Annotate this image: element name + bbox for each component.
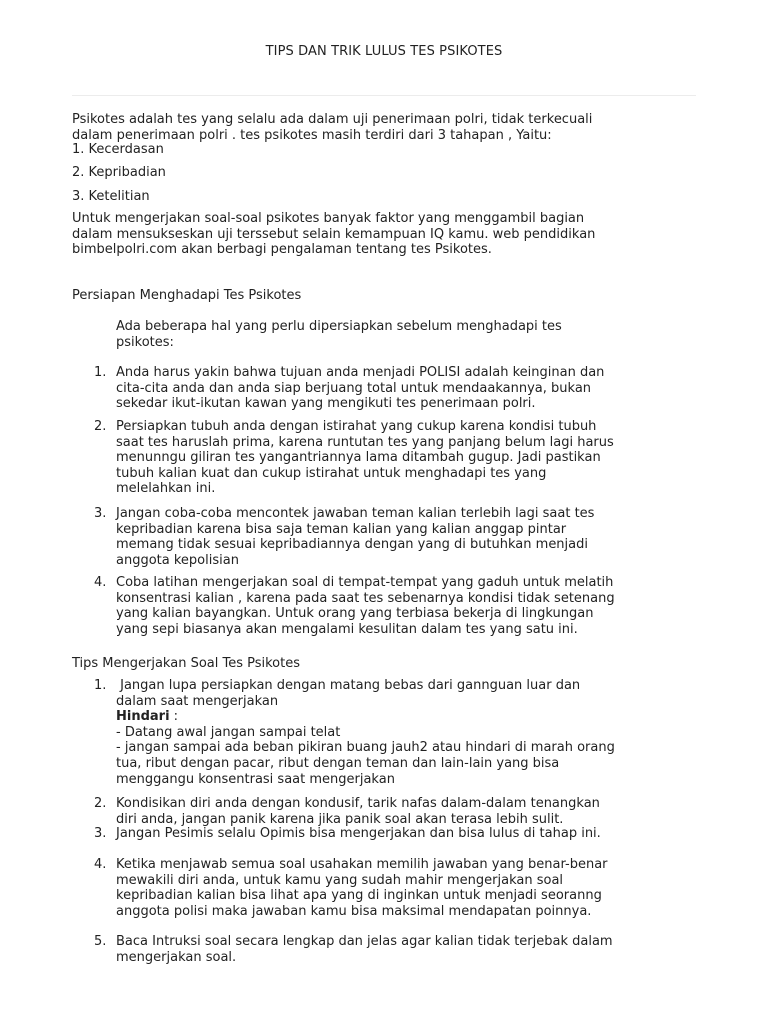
intro-line: Psikotes adalah tes yang selalu ada dalam uji penerimaan polri, tidak terkecuali (72, 112, 593, 127)
list-line: anggota kepolisian (116, 552, 239, 568)
section-lead (116, 319, 716, 350)
list-number: 3. (94, 826, 107, 841)
intro-line: Untuk mengerjakan soal-soal psikotes banyak faktor yang menggambil bagian (72, 211, 585, 226)
section-heading-tips: Tips Mengerjakan Soal Tes Psikotes (72, 656, 301, 671)
list-line: diri anda, jangan panik karena jika panik soal akan terasa lebih sulit. (116, 811, 564, 827)
list-number: 4. (94, 575, 107, 590)
intro-line: dalam penerimaan polri . tes psikotes masih terdiri dari 3 tahapan , Yaitu: (72, 127, 552, 143)
stage-item: 2. Kepribadian (72, 165, 166, 180)
lead-line: psikotes: (116, 334, 174, 350)
list-line: cita-cita anda dan anda siap berjuang total untuk mendaakannya, bukan (116, 380, 592, 396)
list-line: Persiapkan tubuh anda dengan istirahat yang cukup karena kondisi tubuh (116, 419, 597, 434)
section-heading-persiapan: Persiapan Menghadapi Tes Psikotes (72, 288, 302, 303)
hindari-colon: : (169, 709, 179, 725)
intro-paragraph (72, 112, 712, 143)
sub-point: - jangan sampai ada beban pikiran buang jauh2 atau hindari di marah orang (116, 740, 615, 756)
stage-item: 1. Kecerdasan (72, 142, 164, 157)
list-line: sekedar ikut-ikutan kawan yang mengikuti tes penerimaan polri. (116, 396, 536, 412)
list-number: 2. (94, 419, 107, 434)
list-line: konsentrasi kalian , karena pada saat tes sebenarnya kondisi tidak setenang (116, 590, 615, 606)
list-line: Jangan Pesimis selalu Opimis bisa mengerjakan dan bisa lulus di tahap ini. (116, 826, 601, 841)
list-line: memang tidak sesuai kepribadiannya dengan yang di butuhkan menjadi (116, 537, 588, 553)
list-line: melelahkan ini. (116, 481, 216, 497)
list-line: saat tes haruslah prima, karena runtutan tes yang panjang belum lagi harus (116, 434, 614, 450)
sub-point: tua, ribut dengan pacar, ribut dengan teman dan lain-lain yang bisa (116, 755, 560, 771)
intro-line: bimbelpolri.com akan berbagi pengalaman tentang tes Psikotes. (72, 242, 492, 258)
list-line: yang kalian bayangkan. Untuk orang yang terbiasa bekerja di lingkungan (116, 606, 594, 622)
list-line: tubuh kalian kuat dan cukup istirahat untuk menghadapi tes yang (116, 465, 547, 481)
list-line: mengerjakan soal. (116, 949, 237, 965)
list-line: anggota polisi maka jawaban kamu bisa maksimal mendapatan poinnya. (116, 903, 592, 919)
list-number: 1. (94, 365, 107, 380)
list-line: mewakili diri anda, untuk kamu yang sudah mahir mengerjakan soal (116, 872, 564, 888)
list-number: 5. (94, 934, 107, 949)
list-line: kepribadian kalian bisa lihat apa yang di inginkan untuk menjadi seoranng (116, 888, 602, 904)
list-line: Ketika menjawab semua soal usahakan memilih jawaban yang benar-benar (116, 857, 608, 872)
list-line: dalam saat mengerjakan (116, 693, 279, 709)
list-number: 4. (94, 857, 107, 872)
list-number: 3. (94, 506, 107, 521)
title-divider (72, 95, 696, 96)
list-line: Coba latihan mengerjakan soal di tempat-tempat yang gaduh untuk melatih (116, 575, 614, 590)
list-line: kepribadian karena bisa saja teman kalian yang kalian anggap pintar (116, 521, 567, 537)
sub-point: - Datang awal jangan sampai telat (116, 724, 341, 740)
stage-item: 3. Ketelitian (72, 189, 150, 204)
intro-line: dalam mensukseskan uji terssebut selain kemampuan IQ kamu. web pendidikan (72, 226, 596, 242)
list-line: Jangan lupa persiapkan dengan matang bebas dari gannguan luar dan (116, 678, 581, 693)
list-line: Anda harus yakin bahwa tujuan anda menjadi POLISI adalah keinginan dan (116, 365, 605, 380)
hindari-line (116, 709, 714, 725)
list-line: Kondisikan diri anda dengan kondusif, tarik nafas dalam-dalam tenangkan (116, 796, 600, 811)
lead-line: Ada beberapa hal yang perlu dipersiapkan sebelum menghadapi tes (116, 319, 562, 334)
sub-point: menggangu konsentrasi saat mengerjakan (116, 771, 395, 787)
list-line: Baca Intruksi soal secara lengkap dan jelas agar kalian tidak terjebak dalam (116, 934, 613, 949)
list-line: yang sepi biasanya akan mengalami kesulitan dalam tes yang satu ini. (116, 621, 578, 637)
document-title: TIPS DAN TRIK LULUS TES PSIKOTES (265, 44, 503, 59)
list-number: 2. (94, 796, 107, 811)
list-number: 1. (94, 678, 107, 693)
list-line: menunngu giliran tes yangantriannya lama ditambah gugup. Jadi pastikan (116, 450, 601, 466)
intro-paragraph-2 (72, 211, 712, 258)
hindari-label: Hindari (116, 709, 170, 725)
list-line: Jangan coba-coba mencontek jawaban teman kalian terlebih lagi saat tes (116, 506, 595, 521)
